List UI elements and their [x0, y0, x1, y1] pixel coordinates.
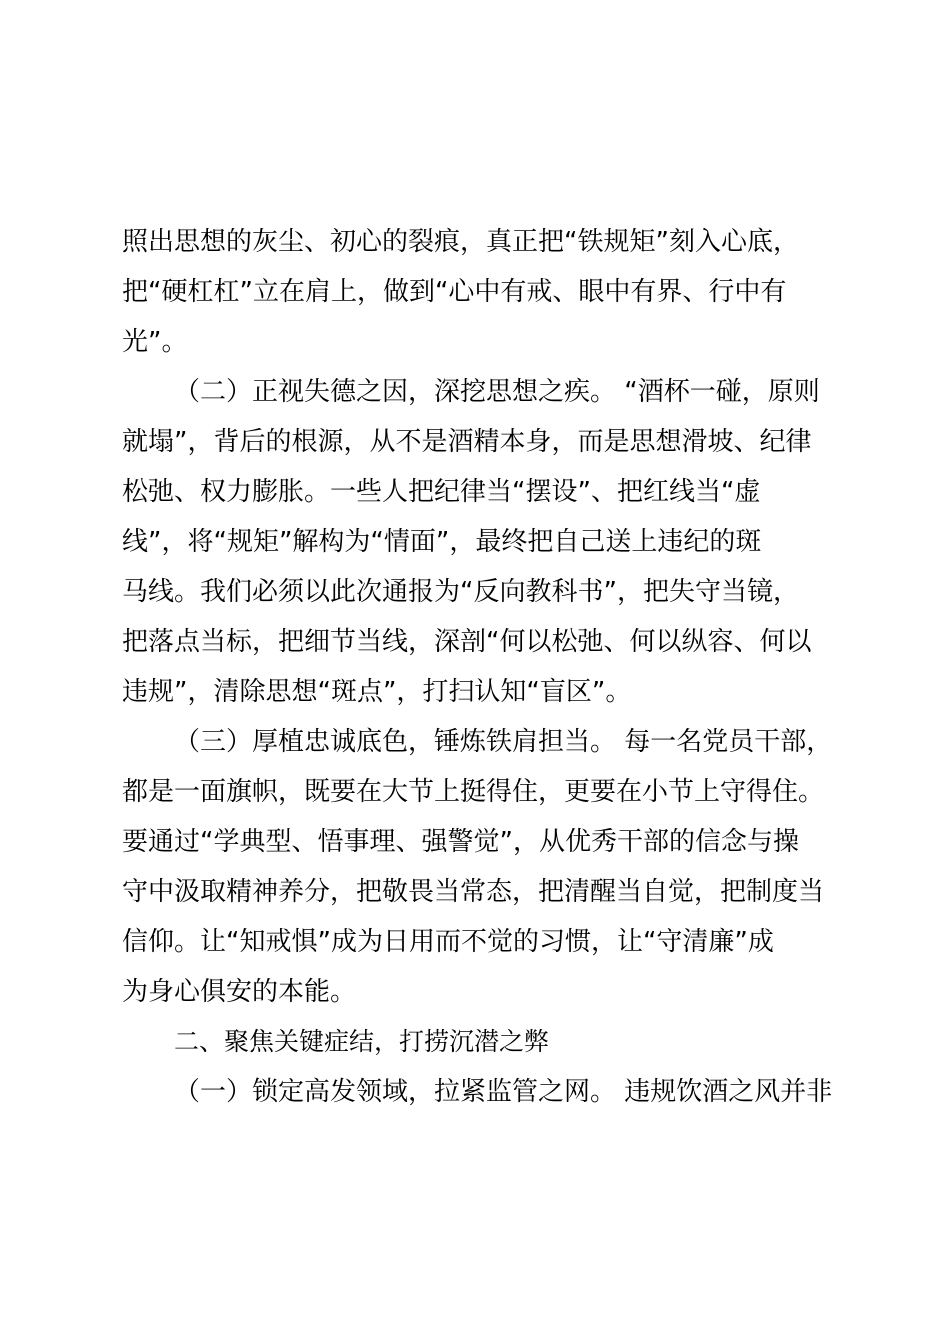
text-line: 为身心俱安的本能。 [122, 977, 357, 1007]
text-line: 都是一面旗帜，既要在大节上挺得住，更要在小节上守得住。 [122, 777, 825, 807]
text-line: 把落点当标，把细节当线，深剖“何以松弛、何以纵容、何以 [122, 627, 812, 657]
text-line: 光”。 [122, 327, 188, 357]
text-line: （二）正视失德之因，深挖思想之疾。 “酒杯一碰，原则 [174, 377, 820, 407]
text-line: 就塌”，背后的根源，从不是酒精本身，而是思想滑坡、纪律 [122, 427, 812, 457]
text-line: 松弛、权力膨胀。一些人把纪律当“摆设”、把红线当“虚 [122, 477, 761, 507]
text-line: 照出思想的灰尘、初心的裂痕，真正把“铁规矩”刻入心底， [122, 227, 799, 257]
text-line: 违规”，清除思想“斑点”，打扫认知“盲区”。 [122, 677, 632, 707]
text-line: 信仰。让“知戒惧”成为日用而不觉的习惯，让“守清廉”成 [122, 927, 774, 957]
section-heading: 二、聚焦关键症结，打捞沉潜之弊 [174, 1027, 550, 1056]
text-line: （三）厚植忠诚底色，锤炼铁肩担当。 每一名党员干部， [174, 727, 833, 757]
text-line: 马线。我们必须以此次通报为“反向教科书”，把失守当镜， [122, 577, 799, 607]
text-line: 要通过“学典型、悟事理、强警觉”，从优秀干部的信念与操 [122, 827, 799, 857]
text-line: 线”，将“规矩”解构为“情面”，最终把自己送上违纪的斑 [122, 527, 762, 557]
text-line: 把“硬杠杠”立在肩上，做到“心中有戒、眼中有界、行中有 [122, 277, 787, 307]
text-line: 守中汲取精神养分，把敬畏当常态，把清醒当自觉，把制度当 [122, 877, 825, 907]
text-line: （一）锁定高发领域，拉紧监管之网。 违规饮酒之风并非 [174, 1077, 833, 1107]
